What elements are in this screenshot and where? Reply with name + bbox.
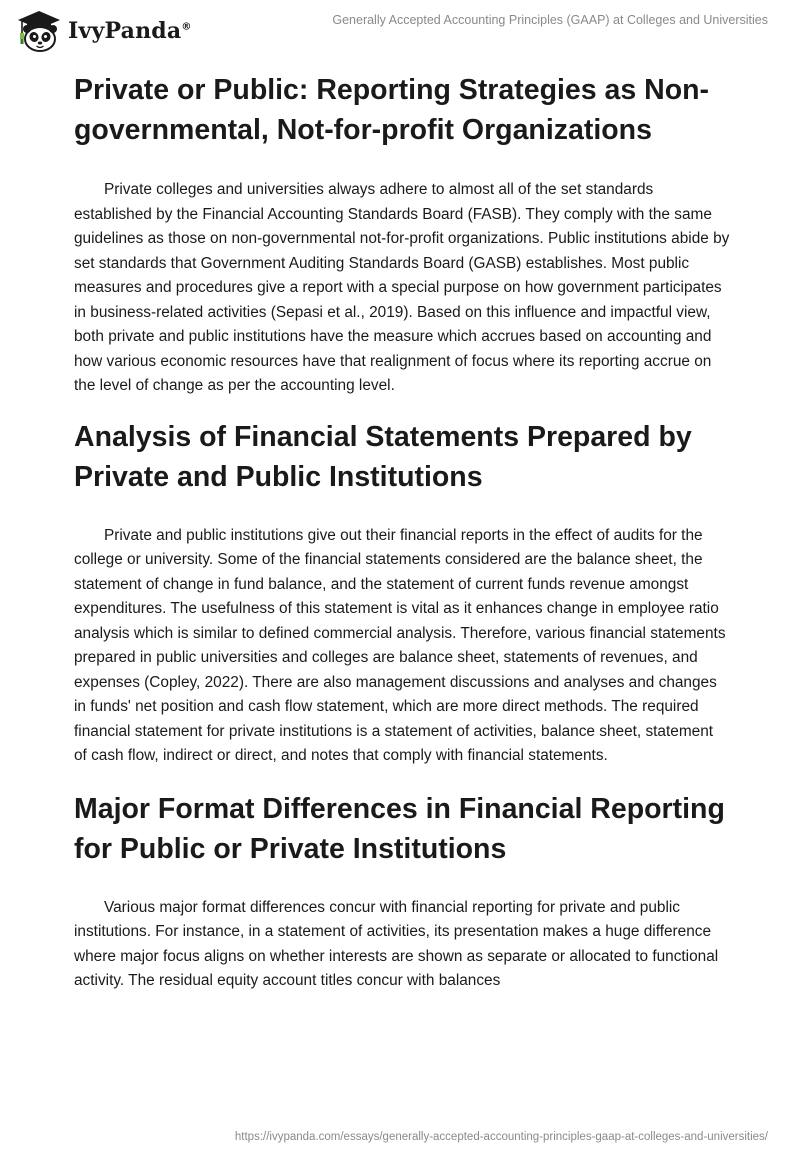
page-header (0, 0, 800, 60)
section-heading: Major Format Differences in Financial Reporting for Public or Private Institutions (74, 792, 725, 865)
essay-content (74, 70, 730, 994)
section-paragraph: Various major format differences concur with financial reporting for private and public institutions. For instance, in a statement of activities, its presentation makes a huge difference where major focus aligns on whether interests are shown as separate or allocated to functional activity. The residual equity account titles concur with balances (74, 898, 719, 989)
registered-mark: ® (181, 21, 192, 33)
brand-name: IvyPanda® (68, 18, 192, 44)
source-url[interactable]: https://ivypanda.com/essays/generally-accepted-accounting-principles-gaap-at-colleges-and-universities/ (234, 1131, 768, 1143)
section-heading: Analysis of Financial Statements Prepared by Private and Public Institutions (74, 420, 692, 493)
section-paragraph: Private and public institutions give out their financial reports in the effect of audits for the college or university. Some of the financial statements considered are the balance sheet, the statement of change in fund balance, and the statement of current funds revenue amongst expenditures. The usefulness of this statement is vital as it enhances change in employee ratio analysis which is similar to defined commercial analysis. Therefore, various financial statements prepared in public universities and colleges are balance sheet, statements of revenues, and expenses (Copley, 2022). There are also management discussions and analyses and changes in funds' net position and cash flow statement, which are more direct methods. The required financial statement for private institutions is a statement of activities, balance sheet, statement of cash flow, indirect or direct, and notes that comply with financial statements. (74, 526, 726, 764)
ivypanda-logo[interactable] (14, 8, 192, 54)
document-title: Generally Accepted Accounting Principles (GAAP) at Colleges and Universities (332, 13, 768, 27)
section-paragraph: Private colleges and universities always adhere to almost all of the set standards established by the Financial Accounting Standards Board (FASB). They comply with the same guidelines as those on non-governmental not-for-profit organizations. Public institutions abide by set standards that Government Auditing Standards Board (GASB) establishes. Most public measures and procedures give a report with a special purpose on how government participates in business-related activities (Sepasi et al., 2019). Based on this influence and impactful view, both private and public institutions have the measure which accrues based on accounting and how various economic resources have that realignment of focus where its reporting accrue on the level of change as per the accounting level. (74, 181, 730, 394)
section-heading: Private or Public: Reporting Strategies as Non-governmental, Not-for-profit Organizations (74, 74, 710, 146)
graduation-panda-icon (14, 8, 64, 54)
